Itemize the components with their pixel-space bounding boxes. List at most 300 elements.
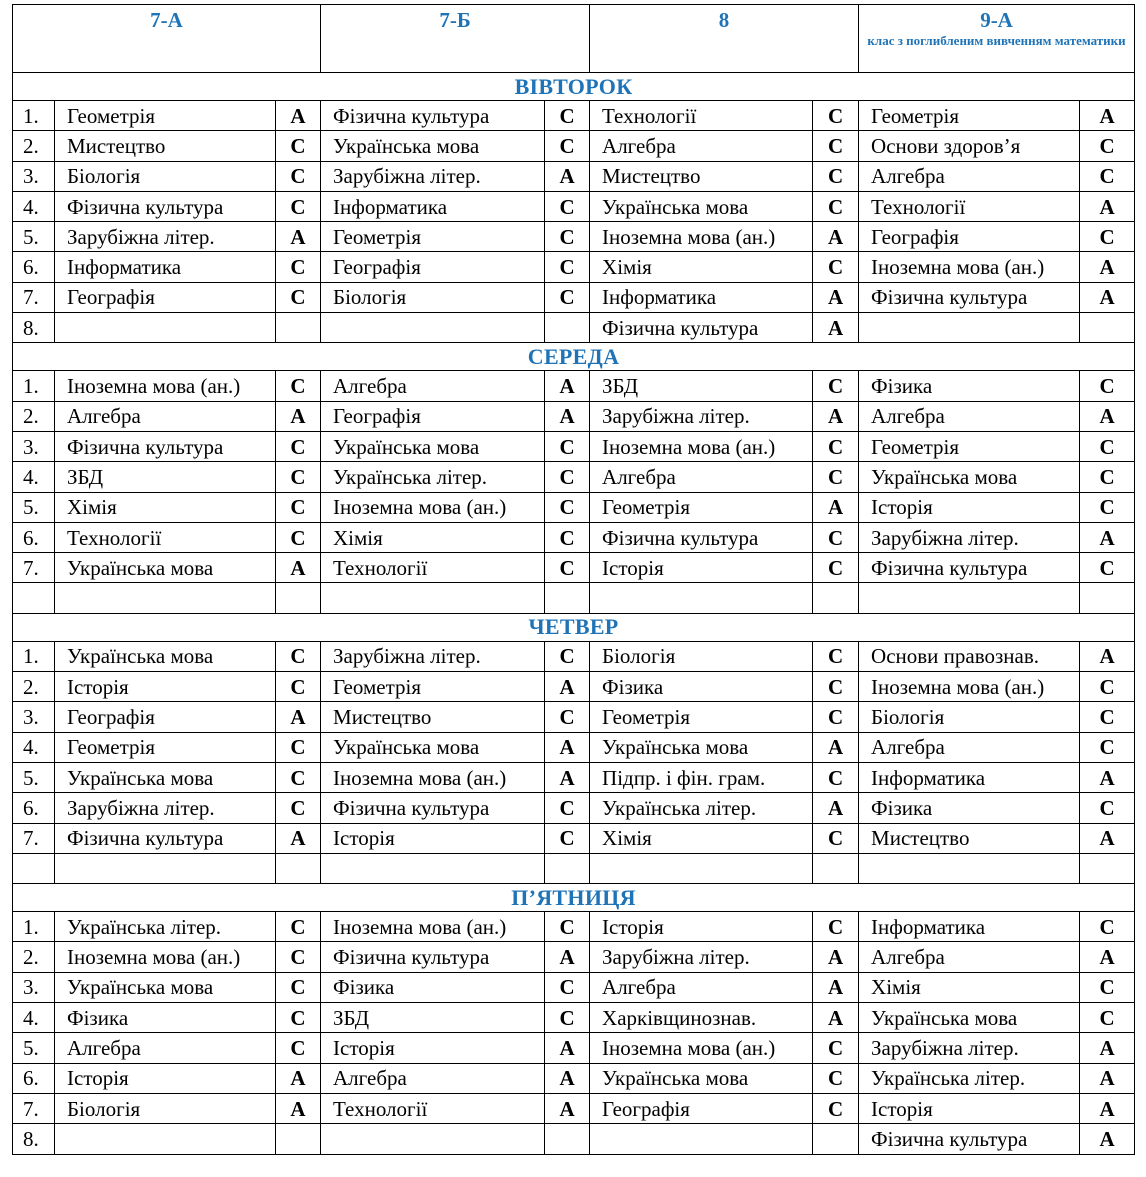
subject-cell (321, 583, 545, 613)
lesson-type-cell (545, 313, 590, 343)
lesson-type-cell: С (1080, 131, 1135, 161)
lesson-type-cell: А (813, 732, 859, 762)
lesson-row (13, 282, 1135, 312)
lesson-type-cell: С (1080, 431, 1135, 461)
lesson-type-cell (1080, 583, 1135, 613)
lesson-type-cell: С (545, 702, 590, 732)
subject-cell: Географія (55, 282, 276, 312)
lesson-type-cell: С (276, 462, 321, 492)
lesson-type-cell: А (276, 1063, 321, 1093)
lesson-type-cell: С (1080, 672, 1135, 702)
subject-cell: Геометрія (590, 492, 813, 522)
lesson-type-cell: А (813, 1003, 859, 1033)
lesson-type-cell: С (276, 371, 321, 401)
subject-cell: Зарубіжна літер. (590, 942, 813, 972)
subject-cell: Українська літер. (859, 1063, 1080, 1093)
lesson-type-cell (276, 1124, 321, 1154)
subject-cell (321, 853, 545, 883)
subject-cell: Основи здоров’я (859, 131, 1080, 161)
lesson-type-cell: А (1080, 101, 1135, 131)
lesson-type-cell: С (813, 553, 859, 583)
lesson-type-cell: С (276, 762, 321, 792)
lesson-type-cell: С (1080, 793, 1135, 823)
subject-cell: Геометрія (859, 101, 1080, 131)
subject-cell: Геометрія (321, 222, 545, 252)
lesson-type-cell: С (545, 252, 590, 282)
lesson-type-cell (813, 853, 859, 883)
subject-cell: Українська мова (55, 641, 276, 671)
lesson-type-cell: С (1080, 492, 1135, 522)
lesson-row (13, 492, 1135, 522)
subject-cell: Географія (55, 702, 276, 732)
schedule-body (13, 5, 1135, 1155)
subject-cell: Географія (590, 1093, 813, 1123)
lesson-type-cell: А (545, 161, 590, 191)
lesson-row (13, 672, 1135, 702)
subject-cell (590, 583, 813, 613)
lesson-type-cell: А (276, 222, 321, 252)
subject-cell: Географія (321, 401, 545, 431)
lesson-type-cell: А (1080, 641, 1135, 671)
subject-cell: Мистецтво (321, 702, 545, 732)
lesson-type-cell: С (545, 101, 590, 131)
subject-cell: Інформатика (590, 282, 813, 312)
lesson-number: 3. (13, 161, 55, 191)
subject-cell: Історія (590, 912, 813, 942)
subject-cell: Зарубіжна літер. (859, 522, 1080, 552)
lesson-number (13, 583, 55, 613)
lesson-type-cell: А (276, 553, 321, 583)
lesson-row (13, 462, 1135, 492)
lesson-type-cell: А (813, 222, 859, 252)
lesson-row (13, 732, 1135, 762)
subject-cell: Українська мова (55, 762, 276, 792)
subject-cell: Фізична культура (590, 313, 813, 343)
subject-cell: Алгебра (859, 732, 1080, 762)
class-name: 8 (718, 8, 730, 32)
day-name: СЕРЕДА (13, 343, 1135, 371)
lesson-type-cell: С (1080, 222, 1135, 252)
subject-cell: Алгебра (321, 371, 545, 401)
lesson-type-cell: С (1080, 462, 1135, 492)
subject-cell: Алгебра (590, 131, 813, 161)
lesson-type-cell: С (276, 672, 321, 702)
lesson-number: 6. (13, 793, 55, 823)
lesson-number: 3. (13, 702, 55, 732)
lesson-type-cell: С (276, 191, 321, 221)
lesson-type-cell: С (545, 522, 590, 552)
lesson-type-cell (276, 583, 321, 613)
schedule-table (12, 4, 1135, 1155)
lesson-type-cell: С (813, 1093, 859, 1123)
subject-cell: Іноземна мова (ан.) (55, 942, 276, 972)
lesson-type-cell (813, 1124, 859, 1154)
subject-cell: Фізична культура (321, 101, 545, 131)
lesson-type-cell: С (813, 191, 859, 221)
lesson-row (13, 1063, 1135, 1093)
lesson-type-cell: А (545, 732, 590, 762)
subject-cell: Українська мова (321, 431, 545, 461)
lesson-type-cell: А (276, 1093, 321, 1123)
lesson-type-cell: С (1080, 702, 1135, 732)
lesson-number: 5. (13, 222, 55, 252)
lesson-number: 8. (13, 313, 55, 343)
lesson-type-cell: С (1080, 371, 1135, 401)
day-header-row (13, 73, 1135, 101)
subject-cell: Хімія (590, 252, 813, 282)
lesson-type-cell: А (1080, 942, 1135, 972)
subject-cell: Українська мова (859, 1003, 1080, 1033)
day-header-row (13, 884, 1135, 912)
lesson-type-cell: С (276, 161, 321, 191)
lesson-type-cell: А (545, 401, 590, 431)
lesson-type-cell (545, 853, 590, 883)
lesson-type-cell: А (1080, 191, 1135, 221)
lesson-type-cell: С (545, 462, 590, 492)
lesson-number: 2. (13, 942, 55, 972)
subject-cell: Фізична культура (321, 793, 545, 823)
lesson-type-cell: С (545, 282, 590, 312)
subject-cell: Фізична культура (590, 522, 813, 552)
lesson-number: 2. (13, 131, 55, 161)
lesson-type-cell: А (1080, 1093, 1135, 1123)
subject-cell: Біологія (590, 641, 813, 671)
subject-cell: Історія (55, 672, 276, 702)
lesson-number: 5. (13, 1033, 55, 1063)
subject-cell: Мистецтво (590, 161, 813, 191)
lesson-type-cell: С (545, 972, 590, 1002)
subject-cell: Українська мова (859, 462, 1080, 492)
lesson-number: 4. (13, 191, 55, 221)
subject-cell: Геометрія (590, 702, 813, 732)
subject-cell: Зарубіжна літер. (859, 1033, 1080, 1063)
lesson-type-cell: С (813, 702, 859, 732)
lesson-type-cell: С (545, 912, 590, 942)
subject-cell: Геометрія (55, 732, 276, 762)
lesson-type-cell: С (813, 101, 859, 131)
subject-cell: ЗБД (55, 462, 276, 492)
lesson-number: 7. (13, 282, 55, 312)
subject-cell: Українська мова (321, 131, 545, 161)
lesson-type-cell: С (276, 431, 321, 461)
lesson-row (13, 1093, 1135, 1123)
subject-cell: Фізична культура (321, 942, 545, 972)
class-header-7b (321, 5, 590, 73)
subject-cell: Фізична культура (55, 823, 276, 853)
lesson-number: 6. (13, 522, 55, 552)
subject-cell: Українська мова (590, 191, 813, 221)
subject-cell (859, 583, 1080, 613)
lesson-row (13, 553, 1135, 583)
subject-cell: Українська мова (55, 972, 276, 1002)
lesson-type-cell: А (276, 823, 321, 853)
subject-cell: Підпр. і фін. грам. (590, 762, 813, 792)
lesson-type-cell: С (545, 222, 590, 252)
subject-cell: Іноземна мова (ан.) (859, 672, 1080, 702)
subject-cell: Фізична культура (55, 191, 276, 221)
lesson-type-cell: А (1080, 401, 1135, 431)
subject-cell: Біологія (55, 1093, 276, 1123)
lesson-type-cell: А (1080, 1124, 1135, 1154)
subject-cell: Інформатика (859, 762, 1080, 792)
subject-cell: Іноземна мова (ан.) (321, 912, 545, 942)
subject-cell: Українська літер. (590, 793, 813, 823)
lesson-type-cell: С (545, 793, 590, 823)
lesson-row (13, 401, 1135, 431)
lesson-type-cell: А (813, 942, 859, 972)
lesson-type-cell: С (1080, 912, 1135, 942)
lesson-type-cell: С (545, 823, 590, 853)
lesson-number: 4. (13, 462, 55, 492)
lesson-type-cell (276, 313, 321, 343)
class-header-8 (590, 5, 859, 73)
subject-cell: ЗБД (321, 1003, 545, 1033)
lesson-number: 7. (13, 553, 55, 583)
lesson-row (13, 641, 1135, 671)
subject-cell: Хімія (590, 823, 813, 853)
subject-cell: Географія (859, 222, 1080, 252)
subject-cell: Мистецтво (55, 131, 276, 161)
lesson-type-cell: С (813, 641, 859, 671)
subject-cell: Алгебра (590, 972, 813, 1002)
lesson-type-cell: С (813, 912, 859, 942)
lesson-type-cell: С (1080, 553, 1135, 583)
subject-cell: Іноземна мова (ан.) (321, 762, 545, 792)
lesson-number: 1. (13, 912, 55, 942)
lesson-type-cell: С (545, 492, 590, 522)
lesson-type-cell (545, 583, 590, 613)
subject-cell (859, 313, 1080, 343)
subject-cell: Фізика (590, 672, 813, 702)
subject-cell: Українська мова (590, 732, 813, 762)
lesson-row (13, 823, 1135, 853)
lesson-type-cell: А (545, 762, 590, 792)
lesson-type-cell: А (813, 972, 859, 1002)
subject-cell: Географія (321, 252, 545, 282)
lesson-type-cell: А (545, 1063, 590, 1093)
subject-cell: Зарубіжна літер. (55, 222, 276, 252)
subject-cell: Технології (590, 101, 813, 131)
subject-cell: Іноземна мова (ан.) (590, 222, 813, 252)
class-name: 9-А (980, 8, 1013, 32)
subject-cell: Технології (321, 1093, 545, 1123)
lesson-type-cell: С (1080, 732, 1135, 762)
day-name: ЧЕТВЕР (13, 613, 1135, 641)
subject-cell (859, 853, 1080, 883)
subject-cell: Історія (321, 1033, 545, 1063)
lesson-row (13, 161, 1135, 191)
lesson-type-cell: А (545, 672, 590, 702)
day-name: ВІВТОРОК (13, 73, 1135, 101)
subject-cell: Іноземна мова (ан.) (859, 252, 1080, 282)
subject-cell: Зарубіжна літер. (321, 161, 545, 191)
lesson-row (13, 222, 1135, 252)
lesson-type-cell (276, 853, 321, 883)
header-row (13, 5, 1135, 73)
lesson-type-cell: С (545, 1003, 590, 1033)
lesson-type-cell: А (813, 401, 859, 431)
lesson-number (13, 853, 55, 883)
subject-cell: Біологія (321, 282, 545, 312)
subject-cell: Технології (859, 191, 1080, 221)
lesson-type-cell: С (813, 252, 859, 282)
lesson-type-cell: С (276, 131, 321, 161)
lesson-type-cell (813, 583, 859, 613)
subject-cell: Мистецтво (859, 823, 1080, 853)
lesson-row (13, 191, 1135, 221)
subject-cell: Фізична культура (859, 553, 1080, 583)
lesson-type-cell: А (1080, 762, 1135, 792)
lesson-row (13, 131, 1135, 161)
day-header-row (13, 613, 1135, 641)
lesson-type-cell (545, 1124, 590, 1154)
lesson-type-cell: А (545, 1093, 590, 1123)
subject-cell (590, 1124, 813, 1154)
subject-cell: Алгебра (55, 401, 276, 431)
class-name: 7-А (150, 8, 183, 32)
subject-cell: Історія (321, 823, 545, 853)
lesson-number: 1. (13, 641, 55, 671)
lesson-number: 6. (13, 1063, 55, 1093)
subject-cell: Фізика (55, 1003, 276, 1033)
subject-cell (55, 1124, 276, 1154)
subject-cell: Алгебра (859, 161, 1080, 191)
subject-cell: Технології (55, 522, 276, 552)
lesson-type-cell: А (276, 101, 321, 131)
subject-cell: Алгебра (859, 401, 1080, 431)
subject-cell (321, 313, 545, 343)
lesson-type-cell: А (1080, 522, 1135, 552)
subject-cell: Українська літер. (55, 912, 276, 942)
lesson-type-cell: С (813, 161, 859, 191)
subject-cell: Іноземна мова (ан.) (55, 371, 276, 401)
lesson-row (13, 1033, 1135, 1063)
subject-cell: Алгебра (55, 1033, 276, 1063)
class-name: 7-Б (439, 8, 471, 32)
class-header-9a (859, 5, 1135, 73)
lesson-type-cell: С (545, 191, 590, 221)
subject-cell: ЗБД (590, 371, 813, 401)
subject-cell: Історія (859, 1093, 1080, 1123)
subject-cell: Історія (590, 553, 813, 583)
day-name: П’ЯТНИЦЯ (13, 884, 1135, 912)
lesson-row (13, 431, 1135, 461)
lesson-number: 1. (13, 101, 55, 131)
subject-cell: Хімія (321, 522, 545, 552)
subject-cell: Хімія (859, 972, 1080, 1002)
subject-cell (55, 583, 276, 613)
subject-cell (55, 853, 276, 883)
lesson-type-cell: А (813, 313, 859, 343)
subject-cell: Історія (55, 1063, 276, 1093)
lesson-type-cell (1080, 853, 1135, 883)
subject-cell: Іноземна мова (ан.) (590, 1033, 813, 1063)
subject-cell (55, 313, 276, 343)
subject-cell: Геометрія (859, 431, 1080, 461)
subject-cell: Основи правознав. (859, 641, 1080, 671)
lesson-type-cell (1080, 313, 1135, 343)
lesson-type-cell: А (1080, 282, 1135, 312)
lesson-type-cell: С (276, 942, 321, 972)
subject-cell: Фізика (859, 371, 1080, 401)
subject-cell: Фізична культура (859, 282, 1080, 312)
lesson-type-cell: А (813, 282, 859, 312)
lesson-row (13, 702, 1135, 732)
subject-cell: Інформатика (55, 252, 276, 282)
lesson-row (13, 252, 1135, 282)
lesson-number: 6. (13, 252, 55, 282)
class-subtitle: клас з поглибленим вивченням математики (867, 33, 1126, 48)
lesson-row (13, 522, 1135, 552)
lesson-type-cell: А (545, 942, 590, 972)
lesson-row (13, 583, 1135, 613)
lesson-row (13, 762, 1135, 792)
lesson-type-cell: С (276, 522, 321, 552)
lesson-type-cell: С (545, 431, 590, 461)
subject-cell: Історія (859, 492, 1080, 522)
subject-cell: Технології (321, 553, 545, 583)
lesson-type-cell: С (276, 793, 321, 823)
lesson-type-cell: С (813, 462, 859, 492)
lesson-type-cell: С (276, 1033, 321, 1063)
lesson-type-cell: А (1080, 1033, 1135, 1063)
lesson-number: 2. (13, 401, 55, 431)
lesson-type-cell: А (545, 371, 590, 401)
lesson-type-cell: А (276, 401, 321, 431)
lesson-type-cell: А (813, 793, 859, 823)
lesson-type-cell: С (276, 282, 321, 312)
subject-cell: Фізика (859, 793, 1080, 823)
lesson-type-cell: С (276, 252, 321, 282)
lesson-number: 5. (13, 762, 55, 792)
lesson-type-cell: А (1080, 823, 1135, 853)
lesson-row (13, 793, 1135, 823)
lesson-type-cell: С (813, 1063, 859, 1093)
subject-cell: Біологія (55, 161, 276, 191)
lesson-type-cell: С (545, 131, 590, 161)
lesson-row (13, 313, 1135, 343)
lesson-type-cell: С (276, 732, 321, 762)
lesson-row (13, 1003, 1135, 1033)
lesson-row (13, 912, 1135, 942)
subject-cell: Зарубіжна літер. (55, 793, 276, 823)
subject-cell: Хімія (55, 492, 276, 522)
subject-cell: Інформатика (321, 191, 545, 221)
subject-cell: Фізична культура (55, 431, 276, 461)
lesson-type-cell: С (276, 972, 321, 1002)
subject-cell: Харківщинознав. (590, 1003, 813, 1033)
lesson-number: 7. (13, 823, 55, 853)
lesson-type-cell: С (813, 131, 859, 161)
lesson-type-cell: С (813, 823, 859, 853)
lesson-number: 2. (13, 672, 55, 702)
subject-cell (321, 1124, 545, 1154)
lesson-type-cell: С (813, 672, 859, 702)
lesson-number: 8. (13, 1124, 55, 1154)
lesson-number: 3. (13, 431, 55, 461)
lesson-type-cell: С (276, 492, 321, 522)
subject-cell: Алгебра (590, 462, 813, 492)
lesson-type-cell: С (813, 431, 859, 461)
subject-cell: Фізична культура (859, 1124, 1080, 1154)
lesson-type-cell: С (813, 1033, 859, 1063)
subject-cell: Українська мова (55, 553, 276, 583)
lesson-number: 3. (13, 972, 55, 1002)
subject-cell: Іноземна мова (ан.) (590, 431, 813, 461)
lesson-row (13, 101, 1135, 131)
subject-cell: Українська літер. (321, 462, 545, 492)
lesson-type-cell: С (276, 1003, 321, 1033)
